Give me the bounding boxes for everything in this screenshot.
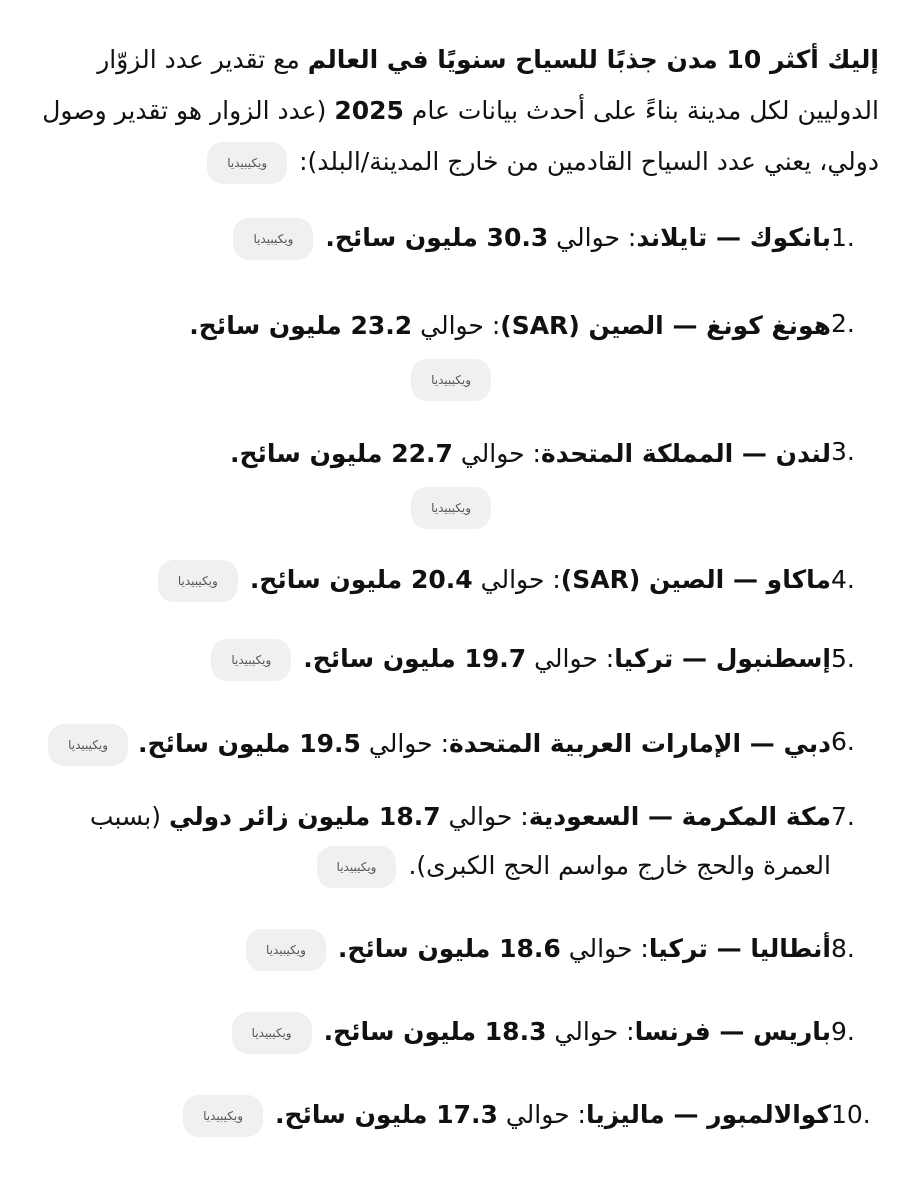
item-amount: 23.2 مليون سائح. bbox=[189, 311, 413, 340]
item-city: لندن — المملكة المتحدة bbox=[540, 439, 831, 468]
item-pre: : حوالي bbox=[560, 934, 649, 963]
source-chip[interactable]: ويكيبيديا bbox=[246, 929, 326, 971]
list-item bbox=[40, 1007, 879, 1056]
item-pre: : حوالي bbox=[452, 439, 541, 468]
item-pre: : حوالي bbox=[548, 223, 637, 252]
list-item bbox=[40, 213, 879, 262]
source-chip[interactable]: ويكيبيديا bbox=[233, 218, 313, 260]
item-text bbox=[40, 299, 831, 405]
item-amount: 20.4 مليون سائح. bbox=[249, 565, 473, 594]
list-item bbox=[40, 299, 879, 405]
source-chip[interactable]: ويكيبيديا bbox=[183, 1095, 263, 1137]
source-chip[interactable]: ويكيبيديا bbox=[158, 560, 238, 602]
list-item bbox=[40, 1090, 879, 1139]
item-number: 10. bbox=[831, 1100, 871, 1129]
item-pre: : حوالي bbox=[497, 1100, 586, 1129]
item-amount: 19.5 مليون سائح. bbox=[138, 729, 361, 758]
item-number: 2. bbox=[831, 309, 855, 338]
item-number: 1. bbox=[831, 223, 855, 252]
intro-text-2: (عدد الزوار هو تقدير وصول دولي، يعني عدد السياح القادمين من خارج المدينة/البلد): bbox=[42, 96, 879, 176]
item-number: 6. bbox=[831, 727, 855, 756]
item-number: 4. bbox=[831, 565, 855, 594]
item-number: 9. bbox=[831, 1017, 855, 1046]
item-city: بانكوك — تايلاند bbox=[636, 223, 831, 252]
item-pre: : حوالي bbox=[472, 565, 561, 594]
list-item bbox=[40, 427, 879, 533]
item-city: دبي — الإمارات العربية المتحدة bbox=[449, 729, 831, 758]
item-city: مكة المكرمة — السعودية bbox=[528, 802, 831, 831]
item-text bbox=[40, 213, 831, 262]
item-amount: 18.7 مليون زائر دولي bbox=[168, 802, 441, 831]
item-city: إسطنبول — تركيا bbox=[614, 644, 831, 673]
item-amount: 22.7 مليون سائح. bbox=[230, 439, 453, 468]
item-amount: 19.7 مليون سائح. bbox=[303, 644, 527, 673]
list-item bbox=[40, 634, 879, 683]
item-text bbox=[40, 634, 831, 683]
item-amount: 18.3 مليون سائح. bbox=[323, 1017, 547, 1046]
source-chip[interactable]: ويكيبيديا bbox=[411, 359, 491, 401]
item-pre: : حوالي bbox=[412, 311, 501, 340]
list-item bbox=[40, 924, 879, 973]
list-item bbox=[40, 555, 879, 604]
source-chip[interactable]: ويكيبيديا bbox=[317, 846, 397, 888]
intro-text-1: مع تقدير عدد الزوّار الدوليين لكل مدينة بناءً على أحدث بيانات عام bbox=[97, 45, 879, 125]
item-number: 8. bbox=[831, 934, 855, 963]
list-item bbox=[40, 717, 879, 770]
item-text bbox=[40, 1007, 831, 1056]
item-city: باريس — فرنسا bbox=[634, 1017, 831, 1046]
source-chip[interactable]: ويكيبيديا bbox=[211, 639, 291, 681]
intro-bold-lead: إليك أكثر 10 مدن جذبًا للسياح سنويًا في العالم bbox=[307, 45, 879, 74]
item-text bbox=[40, 555, 831, 604]
item-text bbox=[40, 792, 831, 890]
intro-bold-year: 2025 bbox=[334, 96, 404, 125]
item-text bbox=[40, 1090, 831, 1139]
source-chip[interactable]: ويكيبيديا bbox=[232, 1012, 312, 1054]
item-pre: : حوالي bbox=[546, 1017, 635, 1046]
item-pre: : حوالي bbox=[440, 802, 529, 831]
item-city: ماكاو — الصين (SAR) bbox=[560, 565, 831, 594]
item-number: 7. bbox=[831, 802, 855, 831]
item-city: هونغ كونغ — الصين (SAR) bbox=[500, 311, 831, 340]
item-text bbox=[40, 427, 831, 533]
item-number: 5. bbox=[831, 644, 855, 673]
item-text bbox=[40, 924, 831, 973]
source-chip[interactable]: ويكيبيديا bbox=[207, 142, 287, 184]
item-text bbox=[40, 717, 831, 770]
item-suffix: (بسبب العمرة والحج خارج مواسم الحج الكبرى). bbox=[89, 802, 831, 880]
source-chip[interactable]: ويكيبيديا bbox=[48, 724, 128, 766]
city-list bbox=[40, 213, 879, 1139]
item-pre: : حوالي bbox=[526, 644, 615, 673]
item-amount: 17.3 مليون سائح. bbox=[275, 1100, 498, 1129]
item-amount: 30.3 مليون سائح. bbox=[325, 223, 549, 252]
intro-paragraph bbox=[40, 34, 879, 187]
list-item bbox=[40, 792, 879, 890]
item-pre: : حوالي bbox=[360, 729, 450, 758]
item-amount: 18.6 مليون سائح. bbox=[337, 934, 561, 963]
item-city: أنطاليا — تركيا bbox=[648, 934, 831, 963]
item-city: كوالالمبور — ماليزيا bbox=[585, 1100, 831, 1129]
item-number: 3. bbox=[831, 437, 855, 466]
source-chip[interactable]: ويكيبيديا bbox=[411, 487, 491, 529]
